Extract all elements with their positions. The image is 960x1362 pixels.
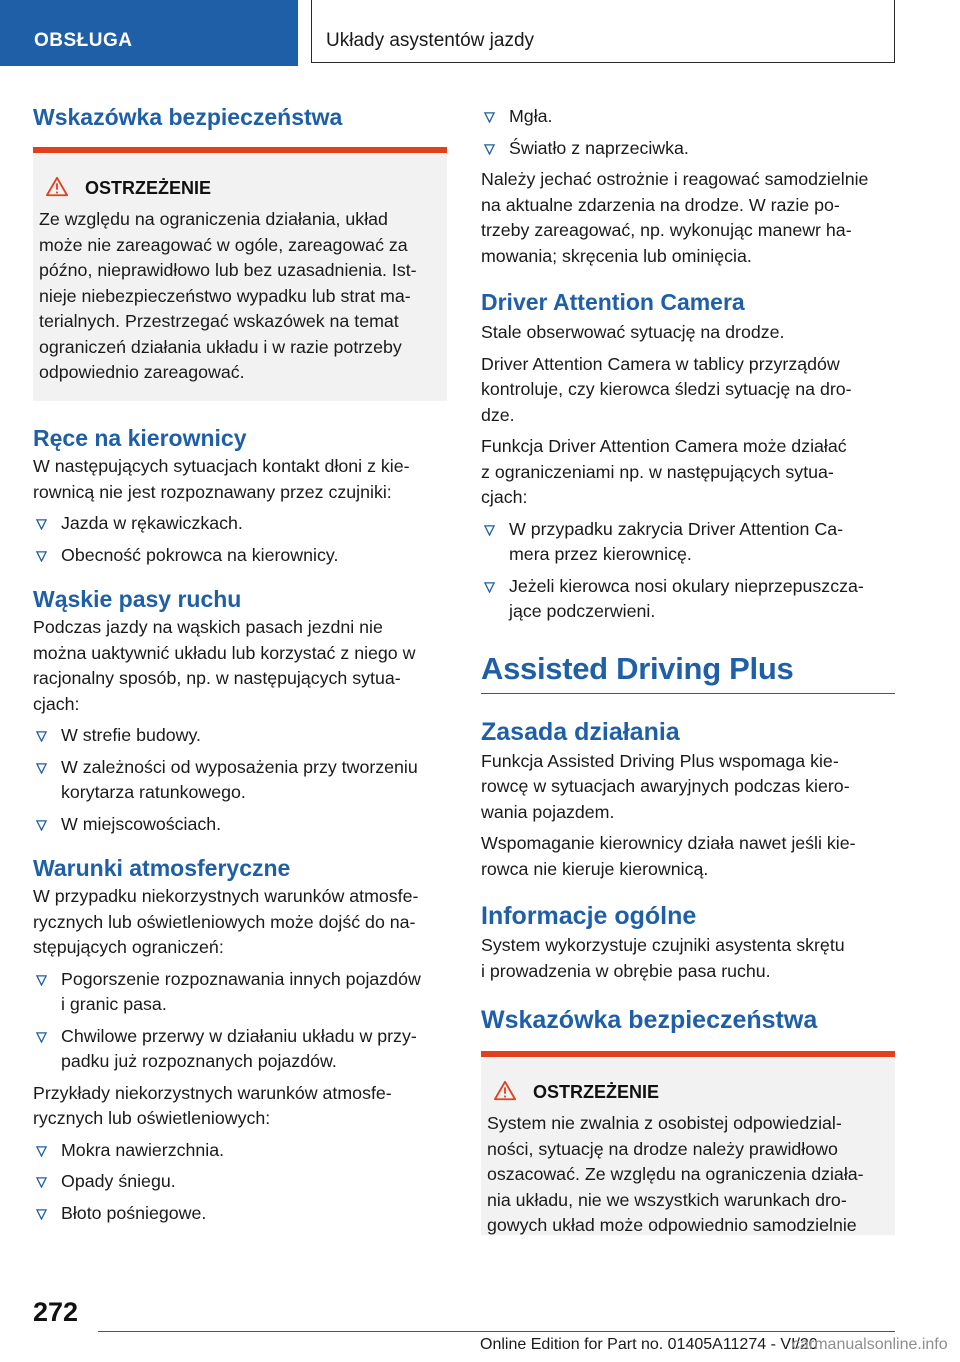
triangle-bullet-icon: [36, 975, 47, 986]
warning-title: OSTRZEŻENIE: [39, 175, 447, 201]
warning-text: System nie zwalnia z osobistej odpowiedzial‐ ności, sytuację na drodze należy prawidłowo oszacować. Ze względu na ograniczenia działa‐ nia układu, nie we wszystkich warunkach dro‐ gowych układ może odpowiednio samodzielnie: [487, 1113, 864, 1235]
warning-box: [481, 1051, 895, 1235]
heading-safety: Wskazówka bezpieczeństwa: [33, 104, 343, 130]
heading-assisted-driving-plus: Assisted Driving Plus: [481, 651, 895, 694]
list-item: Chwilowe przerwy w działaniu układu w przy‐ padku już rozpoznanych pojazdów.: [33, 1024, 447, 1075]
paragraph: Funkcja Assisted Driving Plus wspomaga kie‐ rowcę w sytuacjach awaryjnych podczas kiero‐ wania pojazdem.: [481, 750, 850, 822]
page-number: 272: [33, 1297, 79, 1327]
list-item: W przypadku zakrycia Driver Attention Ca‐ mera przez kierownicę.: [481, 517, 895, 568]
list-item: Pogorszenie rozpoznawania innych pojazdów i granic pasa.: [33, 967, 447, 1018]
triangle-bullet-icon: [36, 1146, 47, 1157]
list-item: Obecność pokrowca na kierownicy.: [33, 543, 447, 569]
triangle-bullet-icon: [36, 519, 47, 530]
heading-principle: Zasada działania: [481, 717, 680, 746]
paragraph: Podczas jazdy na wąskich pasach jezdni nie można uaktywnić układu lub korzystać z niego w racjonalny sposób, np. w następujących sytua‐ cjach:: [33, 617, 416, 714]
triangle-bullet-icon: [36, 1032, 47, 1043]
triangle-bullet-icon: [36, 731, 47, 742]
footer-divider: [98, 1331, 895, 1332]
heading-narrow-lanes: Wąskie pasy ruchu: [33, 586, 242, 612]
paragraph: Funkcja Driver Attention Camera może działać z ograniczeniami np. w następujących sytua‐ cjach:: [481, 436, 847, 507]
triangle-bullet-icon: [484, 525, 495, 536]
warning-box: [33, 147, 447, 401]
heading-driver-attention-camera: Driver Attention Camera: [481, 289, 745, 315]
list-item: Jazda w rękawiczkach.: [33, 511, 447, 537]
edition-text: Online Edition for Part no. 01405A11274 - VI/20: [480, 1336, 818, 1353]
warning-title: OSTRZEŻENIE: [487, 1079, 895, 1105]
paragraph: Przykłady niekorzystnych warunków atmosfe‐ rycznych lub oświetleniowych:: [33, 1082, 392, 1128]
triangle-bullet-icon: [484, 582, 495, 593]
list-item: Opady śniegu.: [33, 1169, 447, 1195]
triangle-bullet-icon: [36, 1209, 47, 1220]
heading-general-info: Informacje ogólne: [481, 902, 697, 930]
paragraph: Driver Attention Camera w tablicy przyrządów kontroluje, czy kierowca śledzi sytuację na dro‐ dze.: [481, 353, 852, 425]
heading-weather: Warunki atmosferyczne: [33, 855, 291, 881]
list-item: Światło z naprzeciwka.: [481, 136, 895, 162]
paragraph: Stale obserwować sytuację na drodze.: [481, 322, 785, 342]
paragraph: W przypadku niekorzystnych warunków atmosfe‐ rycznych lub oświetleniowych może dojść do na‐ stępujących ograniczeń:: [33, 886, 419, 957]
paragraph: System wykorzystuje czujniki asystenta skrętu i prowadzenia w obrębie pasa ruchu.: [481, 935, 845, 981]
triangle-bullet-icon: [36, 1177, 47, 1188]
list-item: Mokra nawierzchnia.: [33, 1138, 447, 1164]
watermark: carmanualsonline.info: [792, 1336, 948, 1353]
paragraph: Należy jechać ostrożnie i reagować samodzielnie na aktualne zdarzenia na drodze. W razie po‐ trzeby zareagować, np. wykonując manewr ha‐ mowania; skręcenia lub ominięcia.: [481, 169, 869, 266]
warning-triangle-icon: [46, 176, 68, 198]
list-item: W miejscowościach.: [33, 812, 447, 838]
triangle-bullet-icon: [36, 820, 47, 831]
warning-text: Ze względu na ograniczenia działania, układ może nie zareagować w ogóle, zareagować za późno, nieprawidłowo lub bez uzasadnienia. Ist‐ nieje niebezpieczeństwo wypadku lub strat ma‐ terialnych. Przestrzegać wskazówek na temat ograniczeń działania układu i w razie potrzeby odpowiednio zareagować.: [39, 209, 417, 382]
list-item: W zależności od wyposażenia przy tworzeniu korytarza ratunkowego.: [33, 755, 447, 806]
warning-triangle-icon: [494, 1080, 516, 1102]
triangle-bullet-icon: [484, 112, 495, 123]
left-column: [33, 96, 447, 1226]
heading-hands: Ręce na kierownicy: [33, 425, 247, 451]
heading-safety-2: Wskazówka bezpieczeństwa: [481, 1006, 818, 1034]
paragraph: Wspomaganie kierownicy działa nawet jeśli kie‐ rowca nie kieruje kierownicą.: [481, 833, 856, 879]
paragraph: W następujących sytuacjach kontakt dłoni z kie‐ rownicą nie jest rozpoznawany przez czujniki:: [33, 456, 410, 502]
right-column: [481, 96, 895, 1235]
chapter-title: Układy asystentów jazdy: [326, 30, 535, 51]
triangle-bullet-icon: [484, 144, 495, 155]
list-item: W strefie budowy.: [33, 723, 447, 749]
section-tab: [0, 0, 298, 66]
list-item: Mgła.: [481, 104, 895, 130]
page-header: [0, 0, 960, 66]
triangle-bullet-icon: [36, 763, 47, 774]
list-item: Jeżeli kierowca nosi okulary nieprzepuszcza‐ jące podczerwieni.: [481, 574, 895, 625]
chapter-box: [311, 0, 895, 63]
list-item: Błoto pośniegowe.: [33, 1201, 447, 1227]
triangle-bullet-icon: [36, 551, 47, 562]
section-title: OBSŁUGA: [34, 30, 133, 51]
